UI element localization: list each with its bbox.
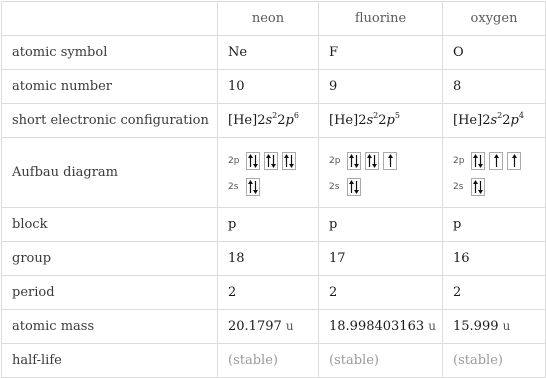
cell-oxygen [443, 310, 546, 344]
cell-neon: p [218, 208, 319, 242]
row-label: atomic number [2, 70, 218, 104]
cell-fluorine: 17 [319, 242, 443, 276]
spin-down-arrow-icon [253, 154, 258, 168]
orbital-box [383, 152, 397, 170]
row-label: group [2, 242, 218, 276]
cell-oxygen: (stable) [443, 344, 546, 378]
cell-oxygen [443, 104, 546, 138]
cell-neon [218, 104, 319, 138]
orbital-box [264, 152, 278, 170]
row-label: Aufbau diagram [2, 138, 218, 208]
cell-neon: 2 [218, 276, 319, 310]
spin-down-arrow-icon [253, 180, 258, 194]
cell-fluorine: p [319, 208, 443, 242]
header-oxygen: oxygen [443, 2, 546, 36]
orbital-box [471, 152, 485, 170]
orbital-row [453, 152, 535, 170]
row-label: half-life [2, 344, 218, 378]
row-label: atomic mass [2, 310, 218, 344]
cell-fluorine: 9 [319, 70, 443, 104]
config-p: $2p^6$ [277, 110, 299, 128]
cell-neon [218, 310, 319, 344]
config-s: $2s^2$ [257, 110, 278, 128]
spin-down-arrow-icon [289, 154, 294, 168]
orbital-label: 2p [453, 155, 465, 166]
aufbau-diagram [228, 150, 308, 196]
spin-down-arrow-icon [372, 154, 377, 168]
row-period [2, 276, 546, 310]
spin-down-arrow-icon [478, 154, 483, 168]
row-atomic-symbol [2, 36, 546, 70]
row-group [2, 242, 546, 276]
orbital-row [228, 178, 308, 196]
config-core: [He] [453, 113, 483, 128]
row-half-life [2, 344, 546, 378]
spin-down-arrow-icon [354, 180, 359, 194]
row-atomic-mass [2, 310, 546, 344]
config-s: $2s^2$ [482, 110, 503, 128]
orbital-box [246, 178, 260, 196]
row-label: short electronic configuration [2, 104, 218, 138]
mass-unit: u [428, 319, 436, 333]
orbital-box [489, 152, 503, 170]
header-empty [2, 2, 218, 36]
cell-neon: Ne [218, 36, 319, 70]
cell-neon: 18 [218, 242, 319, 276]
cell-fluorine: F [319, 36, 443, 70]
cell-neon [218, 138, 319, 208]
row-aufbau-diagram [2, 138, 546, 208]
mass-unit: u [285, 319, 294, 333]
cell-neon: 10 [218, 70, 319, 104]
config-p: $2p^4$ [502, 110, 524, 128]
mass-unit: u [502, 319, 511, 333]
spin-down-arrow-icon [478, 180, 483, 194]
orbital-label: 2s [228, 181, 239, 192]
config-core: [He] [228, 113, 258, 128]
orbital-box [246, 152, 260, 170]
orbital-row [329, 152, 432, 170]
config-core: [He] [329, 113, 359, 128]
orbital-box [347, 152, 361, 170]
cell-neon: (stable) [218, 344, 319, 378]
row-label: block [2, 208, 218, 242]
cell-oxygen: O [443, 36, 546, 70]
row-block [2, 208, 546, 242]
cell-fluorine [319, 138, 443, 208]
config-s: $2s^2$ [358, 110, 379, 128]
row-electronic-configuration [2, 104, 546, 138]
orbital-box [507, 152, 521, 170]
header-fluorine: fluorine [319, 2, 443, 36]
spin-up-arrow-icon [512, 154, 517, 168]
orbital-box [471, 178, 485, 196]
row-label: atomic symbol [2, 36, 218, 70]
orbital-box [282, 152, 296, 170]
cell-oxygen: p [443, 208, 546, 242]
cell-oxygen: 2 [443, 276, 546, 310]
orbital-row [228, 152, 308, 170]
header-row [2, 2, 546, 36]
spin-up-arrow-icon [388, 154, 393, 168]
element-comparison-table [1, 1, 546, 378]
mass-value: 15.999 [453, 319, 499, 334]
cell-fluorine: 2 [319, 276, 443, 310]
spin-up-arrow-icon [494, 154, 499, 168]
orbital-label: 2p [228, 155, 240, 166]
header-neon: neon [218, 2, 319, 36]
cell-oxygen: 16 [443, 242, 546, 276]
orbital-label: 2s [329, 181, 340, 192]
orbital-box [347, 178, 361, 196]
aufbau-diagram [329, 150, 432, 196]
orbital-row [453, 178, 535, 196]
orbital-label: 2p [329, 155, 341, 166]
row-label: period [2, 276, 218, 310]
spin-down-arrow-icon [271, 154, 276, 168]
config-p: $2p^5$ [378, 110, 400, 128]
cell-fluorine: (stable) [319, 344, 443, 378]
cell-fluorine [319, 310, 443, 344]
cell-oxygen [443, 138, 546, 208]
aufbau-diagram [453, 150, 535, 196]
row-atomic-number [2, 70, 546, 104]
orbital-row [329, 178, 432, 196]
mass-value: 18.998403163 [329, 319, 425, 334]
cell-oxygen: 8 [443, 70, 546, 104]
orbital-box [365, 152, 379, 170]
cell-fluorine [319, 104, 443, 138]
orbital-label: 2s [453, 181, 464, 192]
spin-down-arrow-icon [354, 154, 359, 168]
mass-value: 20.1797 [228, 319, 282, 334]
